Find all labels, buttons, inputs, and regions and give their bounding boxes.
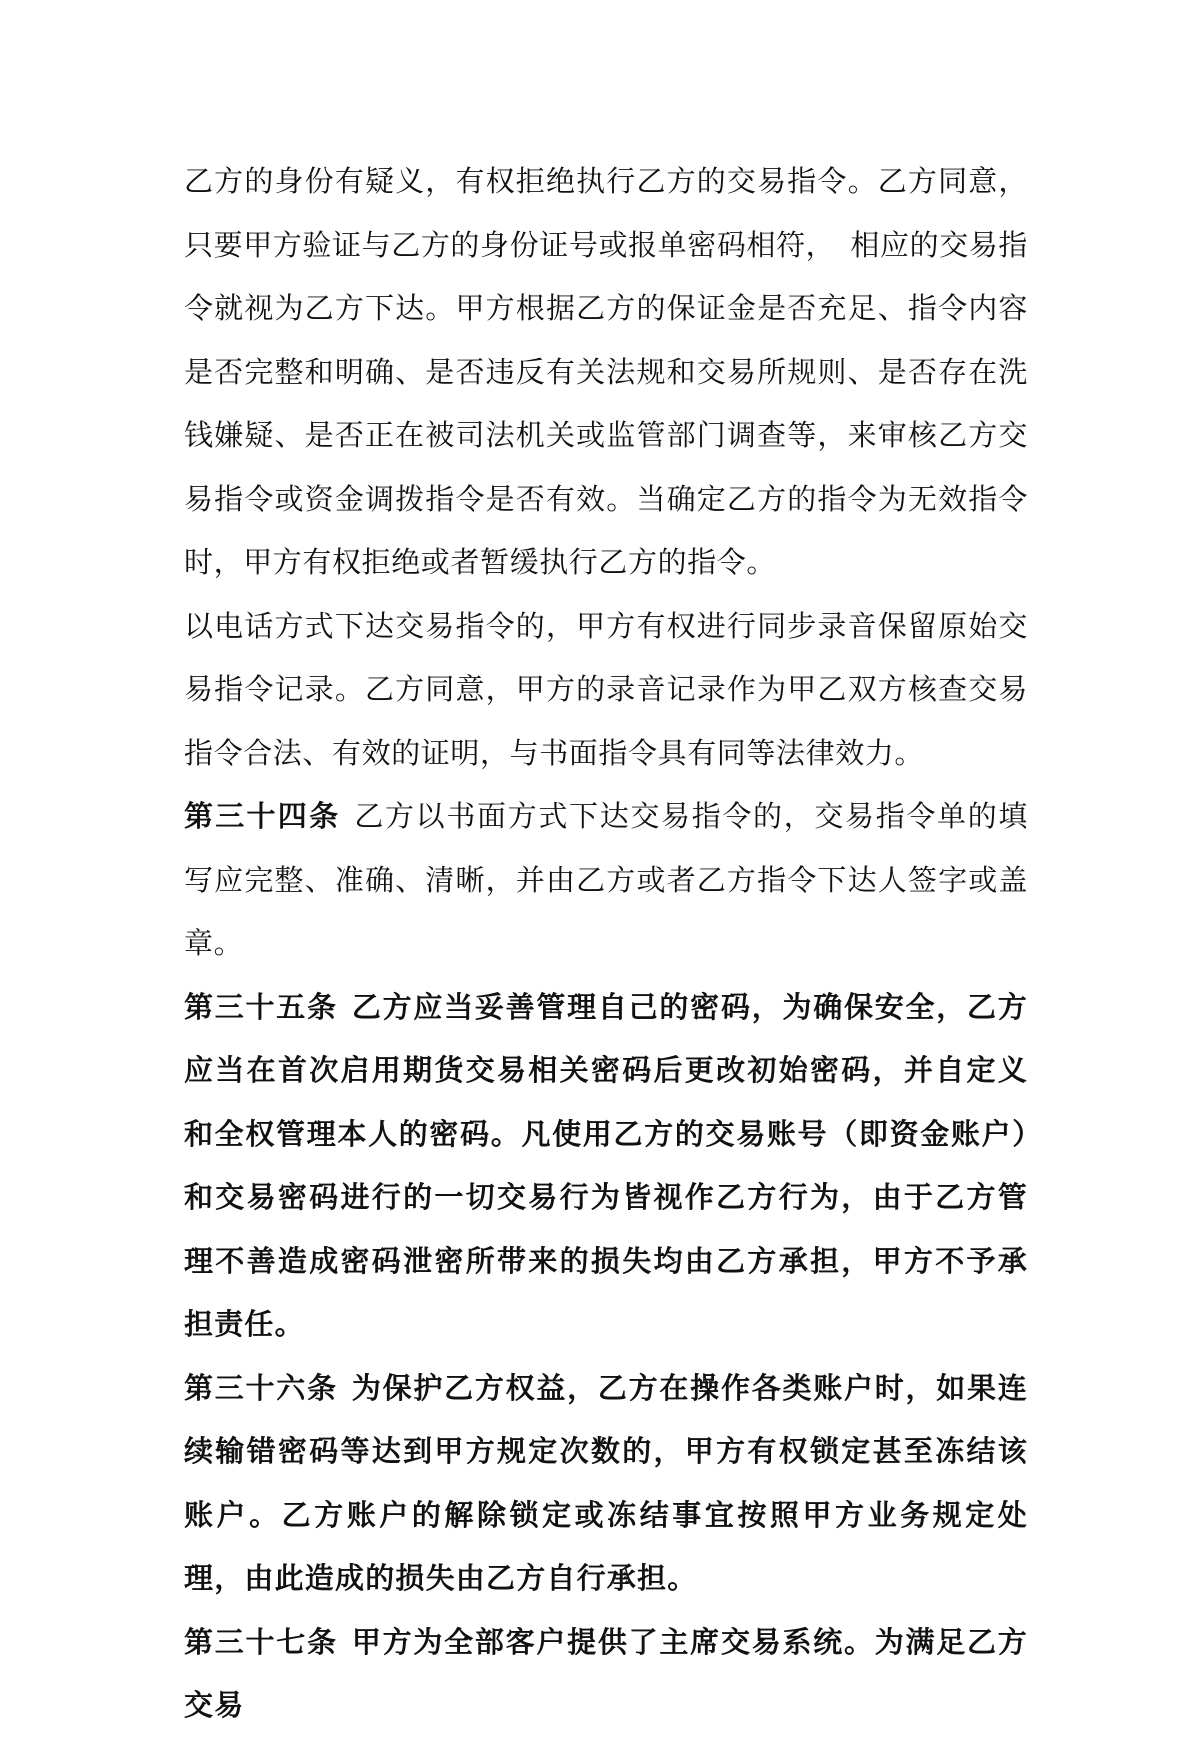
article-text: 乙方应当妥善管理自己的密码，为确保安全，乙方应当在首次启用期货交易相关密码后更改初始密码，并自定义和全权管理本人的密码。凡使用乙方的交易账号（即资金账户）和交易密码进行的一切交易行为皆视作乙方行为，由于乙方管理不善造成密码泄密所带来的损失均由乙方承担，甲方不予承担责任。 xyxy=(184,989,1028,1341)
article-text: 为保护乙方权益，乙方在操作各类账户时，如果连续输错密码等达到甲方规定次数的，甲方有权锁定甚至冻结该账户。乙方账户的解除锁定或冻结事宜按照甲方业务规定处理，由此造成的损失由乙方自行承担。 xyxy=(184,1370,1028,1595)
article-number: 第三十六条 xyxy=(184,1370,338,1405)
article-text: 甲方为全部客户提供了主席交易系统。为满足乙方交易 xyxy=(184,1624,1028,1722)
article-36 xyxy=(184,1357,1028,1611)
paragraph-text: 以电话方式下达交易指令的，甲方有权进行同步录音保留原始交易指令记录。乙方同意，甲方的录音记录作为甲乙双方核查交易指令合法、有效的证明，与书面指令具有同等法律效力。 xyxy=(184,608,1028,770)
article-number: 第三十七条 xyxy=(184,1624,338,1659)
article-number: 第三十四条 xyxy=(184,799,341,833)
article-34 xyxy=(184,785,1028,976)
paragraph-telephone-orders xyxy=(184,595,1028,786)
paragraph-identity-verification xyxy=(184,150,1028,595)
article-35 xyxy=(184,976,1028,1357)
article-37 xyxy=(184,1611,1028,1738)
document-body xyxy=(184,150,1028,1738)
article-text: 乙方以书面方式下达交易指令的，交易指令单的填写应完整、准确、清晰，并由乙方或者乙方指令下达人签字或盖章。 xyxy=(184,799,1028,960)
article-number: 第三十五条 xyxy=(184,989,338,1024)
paragraph-text: 乙方的身份有疑义，有权拒绝执行乙方的交易指令。乙方同意，只要甲方验证与乙方的身份证号或报单密码相符， 相应的交易指令就视为乙方下达。甲方根据乙方的保证金是否充足、指令内容是否完整和明确、是否违反有关法规和交易所规则、是否存在洗钱嫌疑、是否正在被司法机关或监管部门调查等，来审核乙方交易指令或资金调拨指令是否有效。当确定乙方的指令为无效指令时，甲方有权拒绝或者暂缓执行乙方的指令。 xyxy=(184,164,1028,579)
